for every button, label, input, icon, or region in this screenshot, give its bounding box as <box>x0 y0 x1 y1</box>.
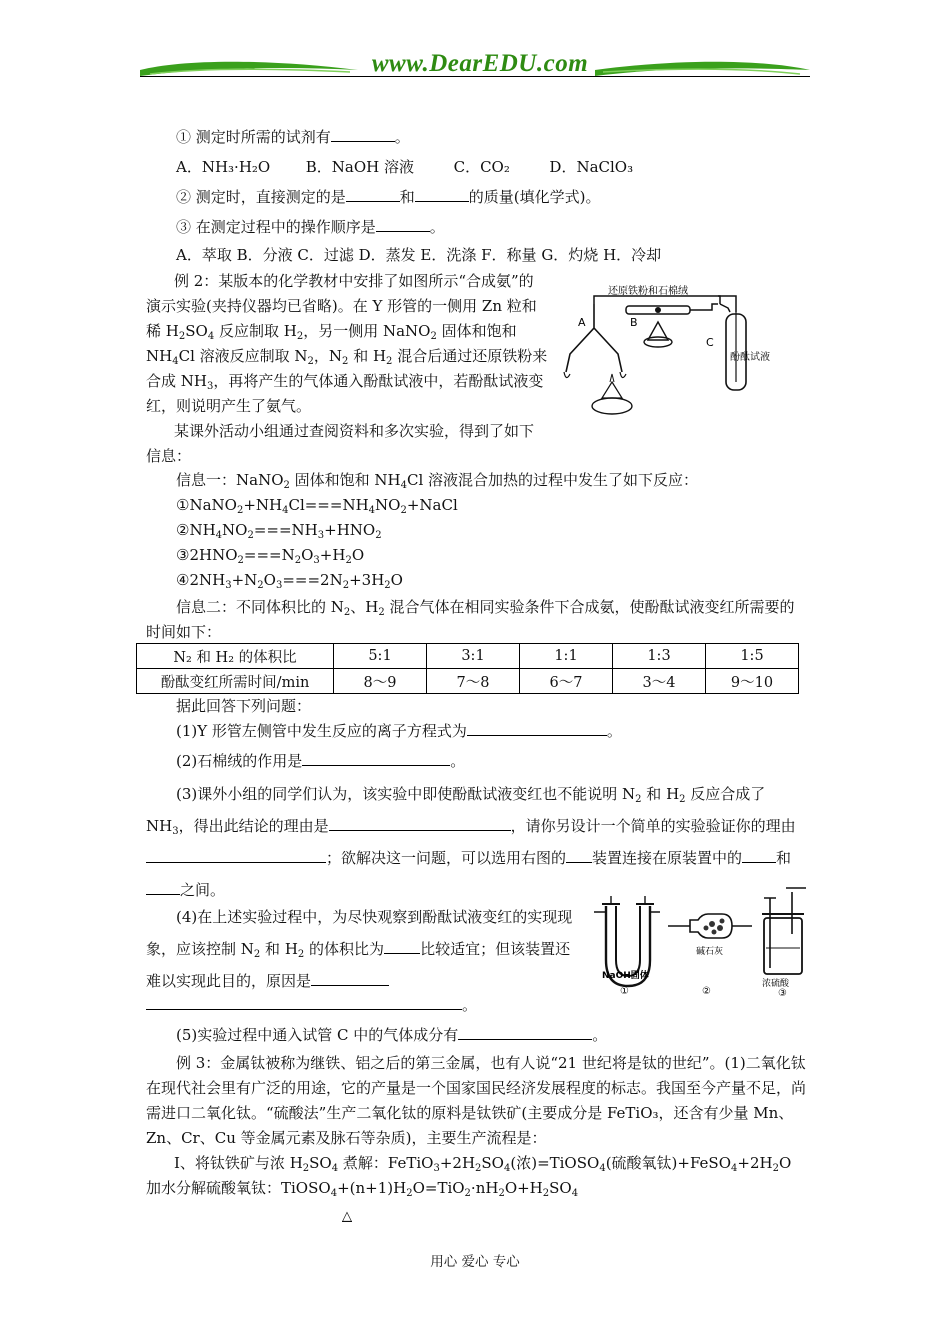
ratio-time-table <box>136 643 799 694</box>
q1-item3: ③ 在测定过程中的操作顺序是 。 <box>176 218 445 236</box>
drying-apparatus-figure <box>594 878 814 998</box>
page-header <box>140 50 810 86</box>
answer-intro: 据此回答下列问题： <box>176 697 312 715</box>
page-footer: 用心 爱心 专心 <box>430 1254 520 1270</box>
q1-operations: A．萃取 B．分液 C．过滤 D．蒸发 E．洗涤 F．称量 G．灼烧 H．冷却 <box>176 246 662 264</box>
figure-label-b: B <box>630 316 638 329</box>
figure-label-phenolphthalein: 酚酞试液 <box>730 352 770 363</box>
apparatus-3-number: ③ <box>778 988 787 998</box>
figure-label-a: A <box>578 316 586 329</box>
question-5: (5)实验过程中通入试管 C 中的气体成分有 。 <box>176 1026 608 1044</box>
example3-intro: 例 3：金属钛被称为继铁、铝之后的第三金属，也有人说“21 世纪将是钛的世纪”。(1)二氧化钛在现代社会里有广泛的用途，它的产量是一个国家国民经济发展程度的标志。我国至今产量不足，尚需进口二氧化钛。“硫酸法”生产二氧化钛的原料是钛铁矿(主要成分是 FeTiO₃，还含有少量 Mn、Zn、Cr、Cu 等金属元素及脉石等杂质)，主要生产流程是： <box>146 1054 807 1147</box>
info-two: 信息二：不同体积比的 $N_2$、$H_2$ 混合气体在相同实验条件下合成氨，使酚酞试液变红所需要的时间如下： <box>146 598 795 641</box>
example2-intro: 例 2：某版本的化学教材中安排了如图所示“合成氨”的演示实验(夹持仪器均已省略)。在 Y 形管的一侧用 Zn 粒和稀 $H_2SO_4$ 反应制取 $H_2$，另一侧用 NaNO$_2$ 固体和饱和 $NH_4Cl$ 溶液反应制取 $N_2$，$N_2$ 和 $H_2$ 混合后通过还原铁粉来合成 $NH_3$，再将产生的气体通入酚酞试液中，若酚酞试液变红，则说明产生了氨气。 <box>146 272 548 415</box>
reaction-3: $③2HNO_2===N_2O_3+H_2O$ <box>176 546 365 566</box>
site-logo-text: www.DearEDU.com <box>371 50 589 77</box>
delta-sign: △ <box>342 1209 352 1224</box>
table-cell: 6～7 <box>520 669 613 694</box>
q1-item1: ① 测定时所需的试剂有 。 <box>176 128 410 146</box>
table-cell: 3～4 <box>613 669 706 694</box>
activity-text: 某课外活动小组通过查阅资料和多次实验，得到了如下信息： <box>146 422 535 465</box>
q1-options <box>176 156 806 178</box>
question-3: (3)课外小组的同学们认为，该实验中即使酚酞试液变红也不能说明 $N_2$ 和 $H_2$ 反应合成了 $NH_3$，得出此结论的理由是 ，请你另设计一个简单的实验验证你的理由；欲解决这一问题，可以选用右图的 装置连接在原装置中的 和之间。 <box>146 785 796 899</box>
reaction-2: $②NH_4NO_2===NH_3+HNO_2$ <box>176 521 382 541</box>
table-row <box>137 669 799 694</box>
table-cell: 3:1 <box>427 644 520 669</box>
table-cell: 8～9 <box>334 669 427 694</box>
info-one: 信息一：NaNO$_2$ 固体和饱和 $NH_4Cl$ 溶液混合加热的过程中发生了如下反应： <box>176 471 699 491</box>
row-label-ratio: N₂ 和 H₂ 的体积比 <box>137 644 334 669</box>
table-cell: 1:3 <box>613 644 706 669</box>
table-cell: 1:1 <box>520 644 613 669</box>
header-swoosh-right <box>595 56 810 82</box>
table-cell: 9～10 <box>706 669 799 694</box>
question-4-blank: 。 <box>146 994 806 1016</box>
table-cell: 1:5 <box>706 644 799 669</box>
reaction-1: $①NaNO_2+NH_4Cl===NH_4NO_2+NaCl$ <box>176 496 458 516</box>
table-cell: 5:1 <box>334 644 427 669</box>
question-2: (2)石棉绒的作用是 。 <box>176 752 466 770</box>
question-4: (4)在上述实验过程中，为尽快观察到酚酞试液变红的实现现象，应该控制 $N_2$ 和 $H_2$ 的体积比为 比较适宜；但该装置还难以实现此目的，原因是 <box>146 908 573 990</box>
apparatus-2-number: ② <box>702 986 711 997</box>
soda-lime-label: 碱石灰 <box>696 947 724 957</box>
figure-label-c: C <box>706 336 714 349</box>
header-swoosh-left <box>140 56 360 82</box>
table-cell: 7～8 <box>427 669 520 694</box>
option-a: A．NH₃·H₂O <box>176 158 271 176</box>
row-label-time: 酚酞变红所需时间/min <box>137 669 334 694</box>
apparatus-1-number: ① <box>620 986 629 997</box>
naoh-label: NaOH固体 <box>602 971 649 981</box>
q1-item2: ② 测定时，直接测定的是 和 的质量(填化学式)。 <box>176 188 601 206</box>
reaction-4: $④2NH_3+N_2O_3===2N_2+3H_2O$ <box>176 571 403 591</box>
question-1: (1)Y 形管左侧管中发生反应的离子方程式为 。 <box>176 722 622 740</box>
ammonia-synthesis-apparatus-figure <box>560 282 792 422</box>
option-d: D．NaClO₃ <box>549 158 634 176</box>
table-row <box>137 644 799 669</box>
option-c: C．CO₂ <box>453 158 510 176</box>
example3-step1: Ⅰ、将钛铁矿与浓 $H_2SO_4$ 煮解：$FeTiO_3+2H_2SO_4$(浓)=TiOSO$_4$(硫酸氧钛)$+FeSO_4+2H_2O$ 加水分解硫酸氧钛：$TiOSO_4+(n+1)H_2O=TiO_2\cdot nH_2O+H_2SO_4$ <box>146 1154 792 1199</box>
conc-sulfuric-acid-label: 浓硫酸 <box>762 979 790 989</box>
option-b: B．NaOH 溶液 <box>305 158 415 176</box>
figure-label-top: 还原铁粉和石棉绒 <box>608 286 688 297</box>
